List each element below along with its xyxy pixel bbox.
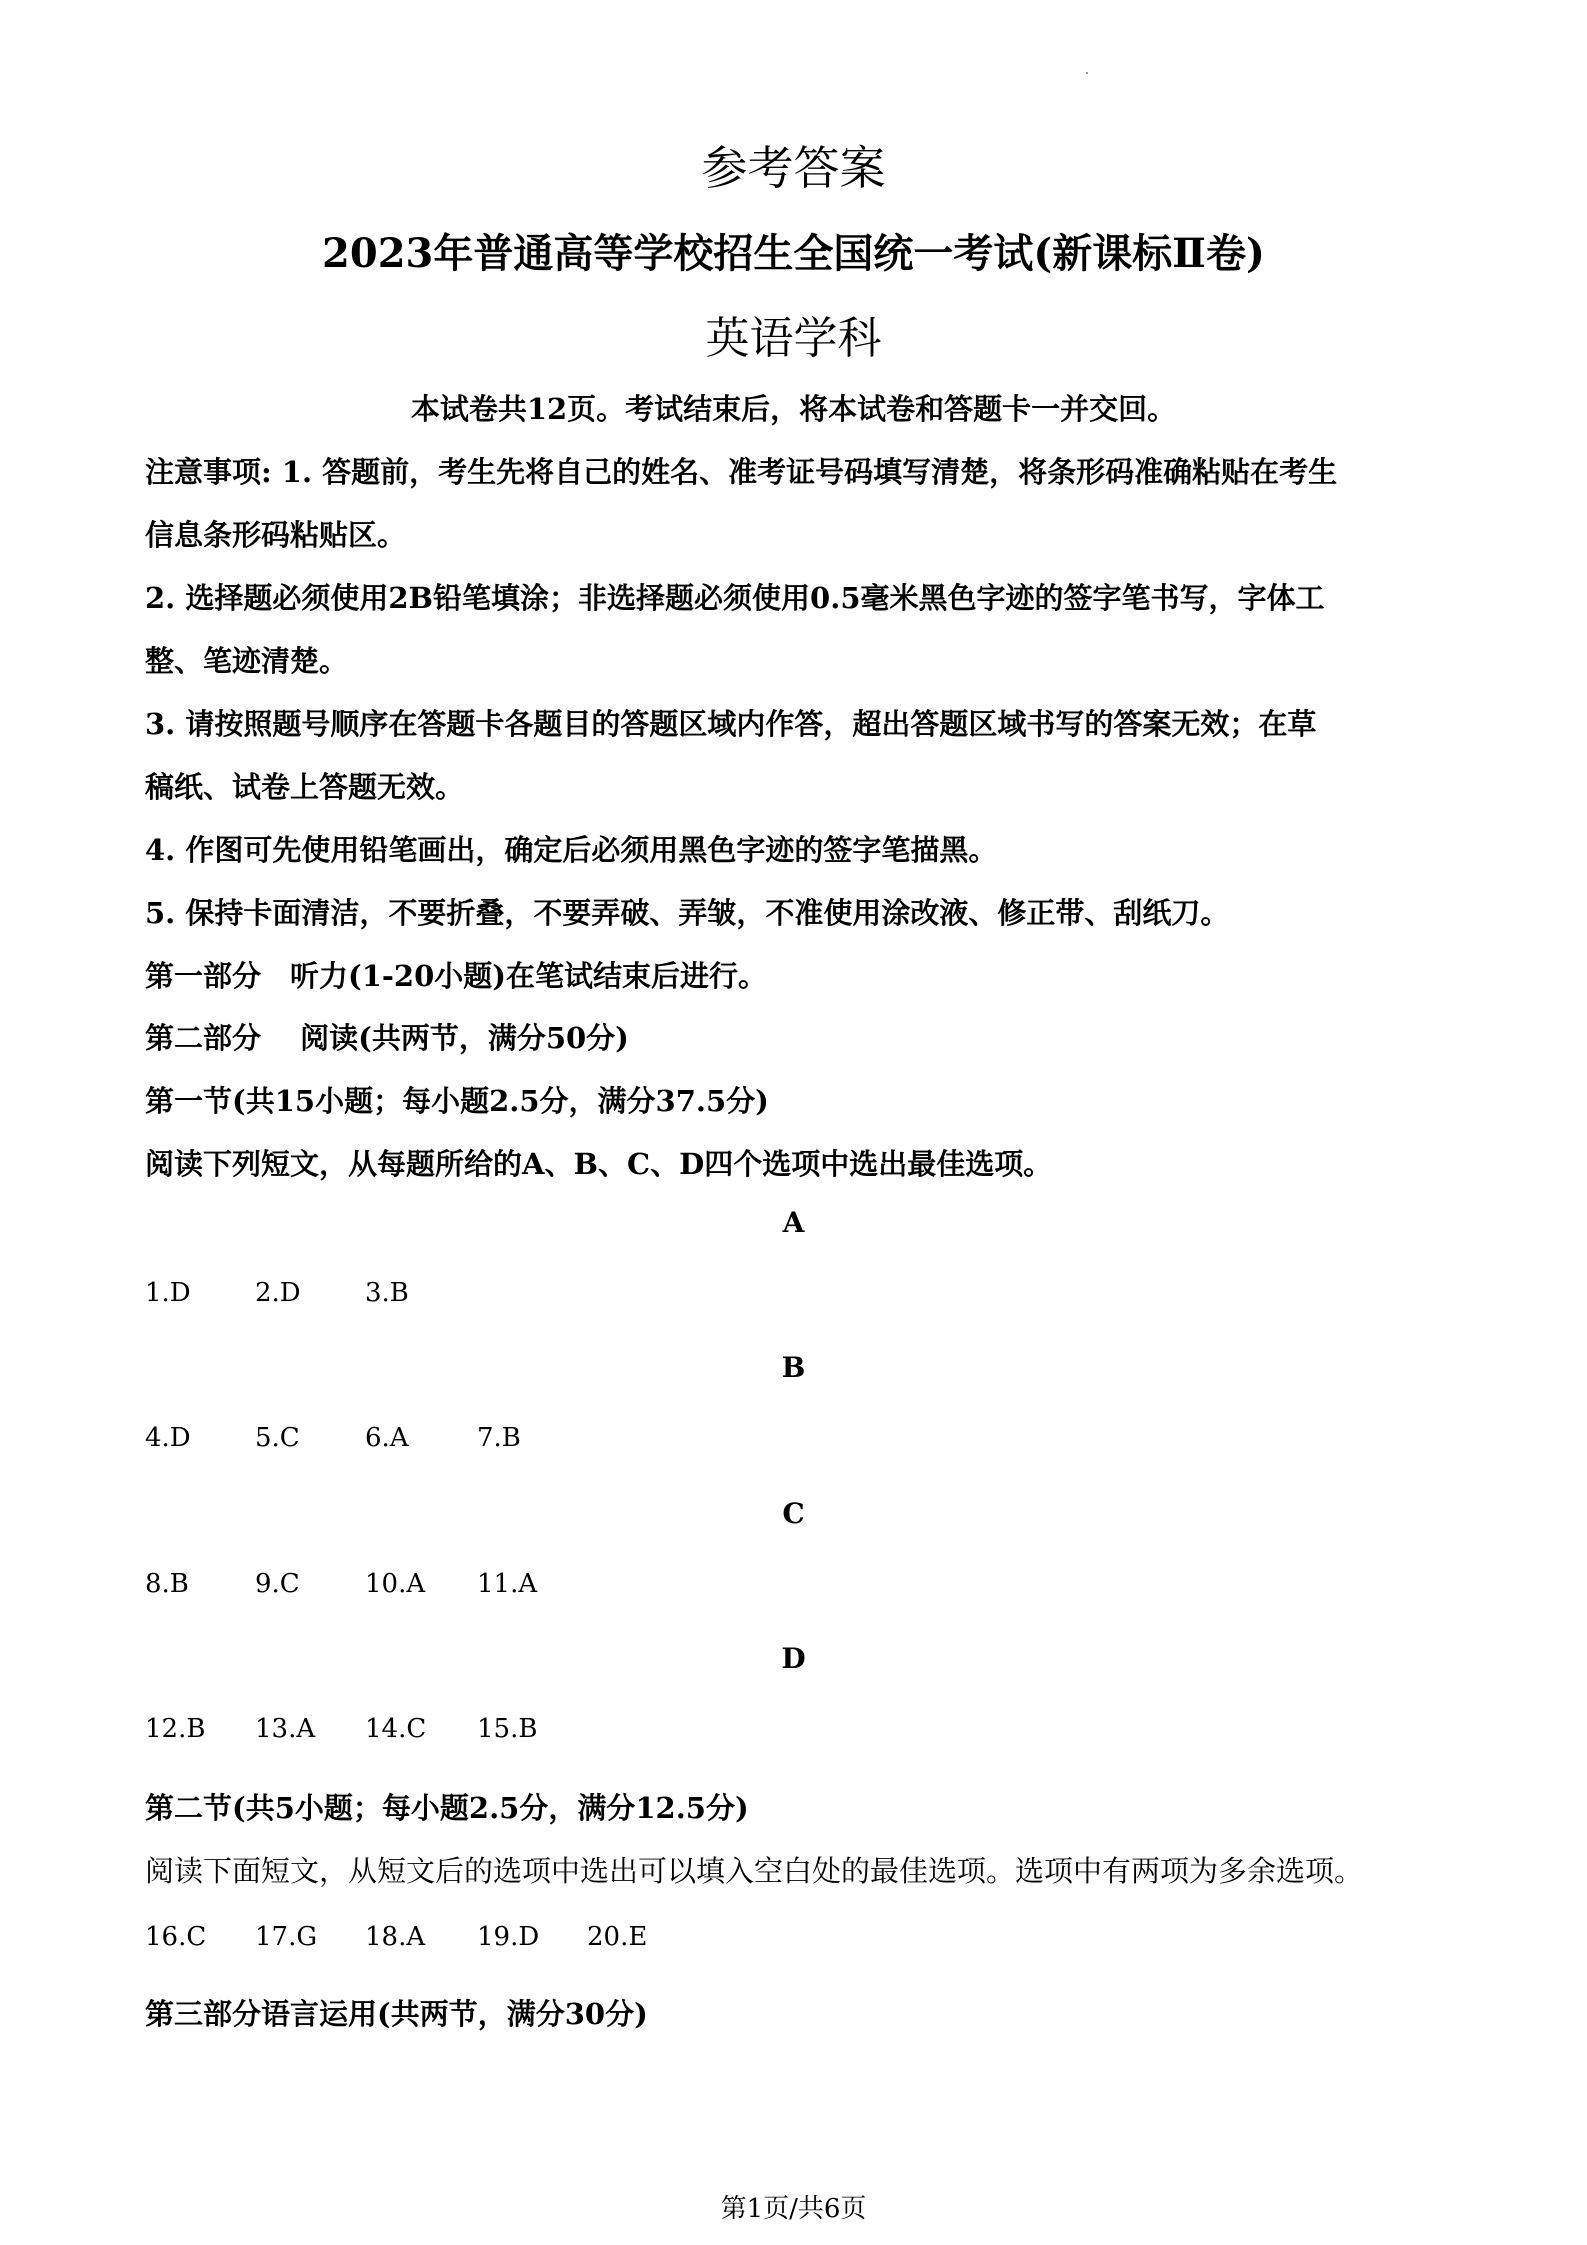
answer-item: 14.C [365, 1714, 427, 1744]
answer-item: 17.G [255, 1922, 318, 1952]
answer-item: 10.A [365, 1569, 426, 1599]
section1-heading: 第一节(共15小题；每小题2.5分，满分37.5分) [145, 1084, 769, 1118]
answer-item: 11.A [477, 1569, 538, 1599]
passage-label: B [781, 1351, 806, 1384]
answer-item: 8.B [145, 1569, 189, 1599]
answer-item: 4.D [145, 1423, 191, 1453]
answer-item: 16.C [145, 1922, 207, 1952]
passage-label: A [782, 1206, 805, 1239]
answer-item: 19.D [477, 1922, 540, 1952]
answer-item: 12.B [145, 1714, 206, 1744]
intro-text: 本试卷共12页。考试结束后，将本试卷和答题卡一并交回。 [410, 392, 1177, 426]
notes-line-5: 5. 保持卡面清洁，不要折叠，不要弄破、弄皱，不准使用涂改液、修正带、刮纸刀。 [145, 896, 1230, 930]
scan-speck [1086, 72, 1088, 74]
passage-label: D [781, 1642, 806, 1675]
section1-instructions: 阅读下列短文，从每题所给的A、B、C、D四个选项中选出最佳选项。 [145, 1147, 1053, 1181]
answer-item: 3.B [365, 1278, 409, 1308]
notes-line-3b: 稿纸、试卷上答题无效。 [145, 770, 465, 804]
section2-instructions: 阅读下面短文，从短文后的选项中选出可以填入空白处的最佳选项。选项中有两项为多余选项。 [145, 1854, 1364, 1888]
notes-line-1b: 信息条形码粘贴区。 [145, 518, 407, 552]
page-title: 参考答案 [701, 141, 886, 195]
notes-line-2b: 整、笔迹清楚。 [145, 644, 349, 678]
answer-item: 2.D [255, 1278, 301, 1308]
answer-item: 18.A [365, 1922, 426, 1952]
answer-item: 20.E [587, 1922, 648, 1952]
answer-item: 7.B [477, 1423, 521, 1453]
answer-item: 13.A [255, 1714, 316, 1744]
page-footer: 第1页/共6页 [720, 2194, 867, 2224]
answer-item: 5.C [255, 1423, 300, 1453]
part1-heading: 第一部分 听力(1-20小题)在笔试结束后进行。 [145, 959, 768, 993]
notes-line-1: 注意事项: 1. 答题前，考生先将自己的姓名、准考证号码填写清楚，将条形码准确粘贴在考生 [145, 455, 1338, 489]
notes-line-3: 3. 请按照题号顺序在答题卡各题目的答题区域内作答，超出答题区域书写的答案无效；在草 [145, 707, 1317, 741]
notes-line-2: 2. 选择题必须使用2B铅笔填涂；非选择题必须使用0.5毫米黑色字迹的签字笔书写，字体工 [145, 581, 1325, 615]
exam-title: 2023年普通高等学校招生全国统一考试(新课标Ⅱ卷) [322, 230, 1265, 277]
answer-item: 15.B [477, 1714, 538, 1744]
answer-item: 6.A [365, 1423, 409, 1453]
subject-title: 英语学科 [705, 313, 882, 364]
part2-heading: 第二部分 阅读(共两节，满分50分) [145, 1021, 629, 1055]
part3-heading: 第三部分语言运用(共两节，满分30分) [145, 1997, 648, 2031]
answer-item: 9.C [255, 1569, 300, 1599]
answer-item: 1.D [145, 1278, 191, 1308]
passage-label: C [782, 1497, 805, 1530]
section2-heading: 第二节(共5小题；每小题2.5分，满分12.5分) [145, 1791, 749, 1825]
notes-line-4: 4. 作图可先使用铅笔画出，确定后必须用黑色字迹的签字笔描黑。 [145, 833, 998, 867]
